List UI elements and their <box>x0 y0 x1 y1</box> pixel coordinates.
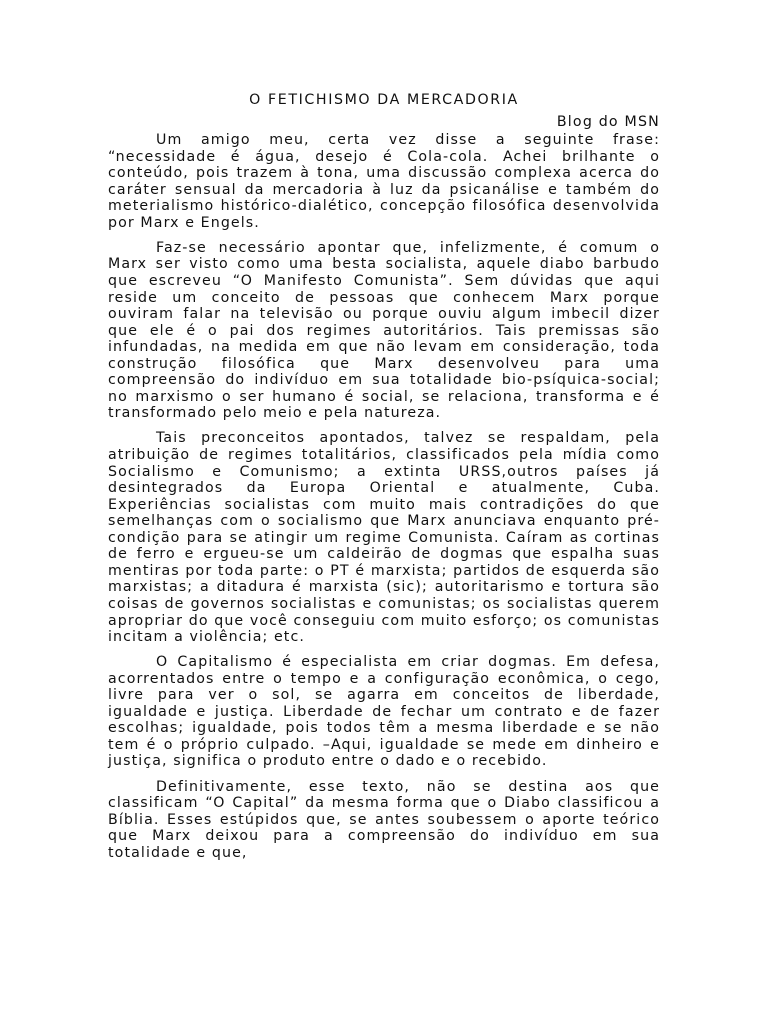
paragraph-3: Tais preconceitos apontados, talvez se respaldam, pela atribuição de regimes totalitários, classificados pela mídia como Socialismo e Comunismo; a extinta URSS,outros países já desintegrados da Europa Oriental e atualmente, Cuba. Experiências socialistas com muito mais contradições do que semelhanças com o socialismo que Marx anunciava enquanto pré-condição para se atingir um regime Comunista. Caíram as cortinas de ferro e ergueu-se um caldeirão de dogmas que espalha suas mentiras por toda parte: o PT é marxista; partidos de esquerda são marxistas; a ditadura é marxista (sic); autoritarismo e tortura são coisas de governos socialistas e comunistas; os socialistas querem apropriar do que você conseguiu com muito esforço; os comunistas incitam a violência; etc. <box>108 430 660 646</box>
document-title: O FETICHISMO DA MERCADORIA <box>249 92 519 108</box>
document-source: Blog do MSN <box>556 114 660 130</box>
document-body <box>108 90 660 870</box>
paragraph-1: Um amigo meu, certa vez disse a seguinte frase: “necessidade é água, desejo é Cola-cola. Achei brilhante o conteúdo, pois trazem à tona, uma discussão complexa acerca do caráter sensual da mercadoria à luz da psicanálise e também do meterialismo histórico-dialético, concepção filosófica desenvolvida por Marx e Engels. <box>108 132 660 231</box>
paragraph-5: Definitivamente, esse texto, não se destina aos que classificam “O Capital” da mesma forma que o Diabo classificou a Bíblia. Esses estúpidos que, se antes soubessem o aporte teórico que Marx deixou para a compreensão do indivíduo em sua totalidade e que, <box>108 778 660 861</box>
paragraph-4: O Capitalismo é especialista em criar dogmas. Em defesa, acorrentados entre o tempo e a configuração econômica, o cego, livre para ver o sol, se agarra em conceitos de liberdade, igualdade e justiça. Liberdade de fechar um contrato e de fazer escolhas; igualdade, pois todos têm a mesma liberdade e se não tem é o próprio culpado. –Aqui, igualdade se mede em dinheiro e justiça, significa o produto entre o dado e o recebido. <box>108 654 660 770</box>
paragraph-2: Faz-se necessário apontar que, infelizmente, é comum o Marx ser visto como uma besta socialista, aquele diabo barbudo que escreveu “O Manifesto Comunista”. Sem dúvidas que aqui reside um conceito de pessoas que conhecem Marx porque ouviram falar na televisão ou porque ouviu algum imbecil dizer que ele é o pai dos regimes autoritários. Tais premissas são infundadas, na medida em que não levam em consideração, toda construção filosófica que Marx desenvolveu para uma compreensão do indivíduo em sua totalidade bio-psíquica-social; no marxismo o ser humano é social, se relaciona, transforma e é transformado pelo meio e pela natureza. <box>108 239 660 422</box>
